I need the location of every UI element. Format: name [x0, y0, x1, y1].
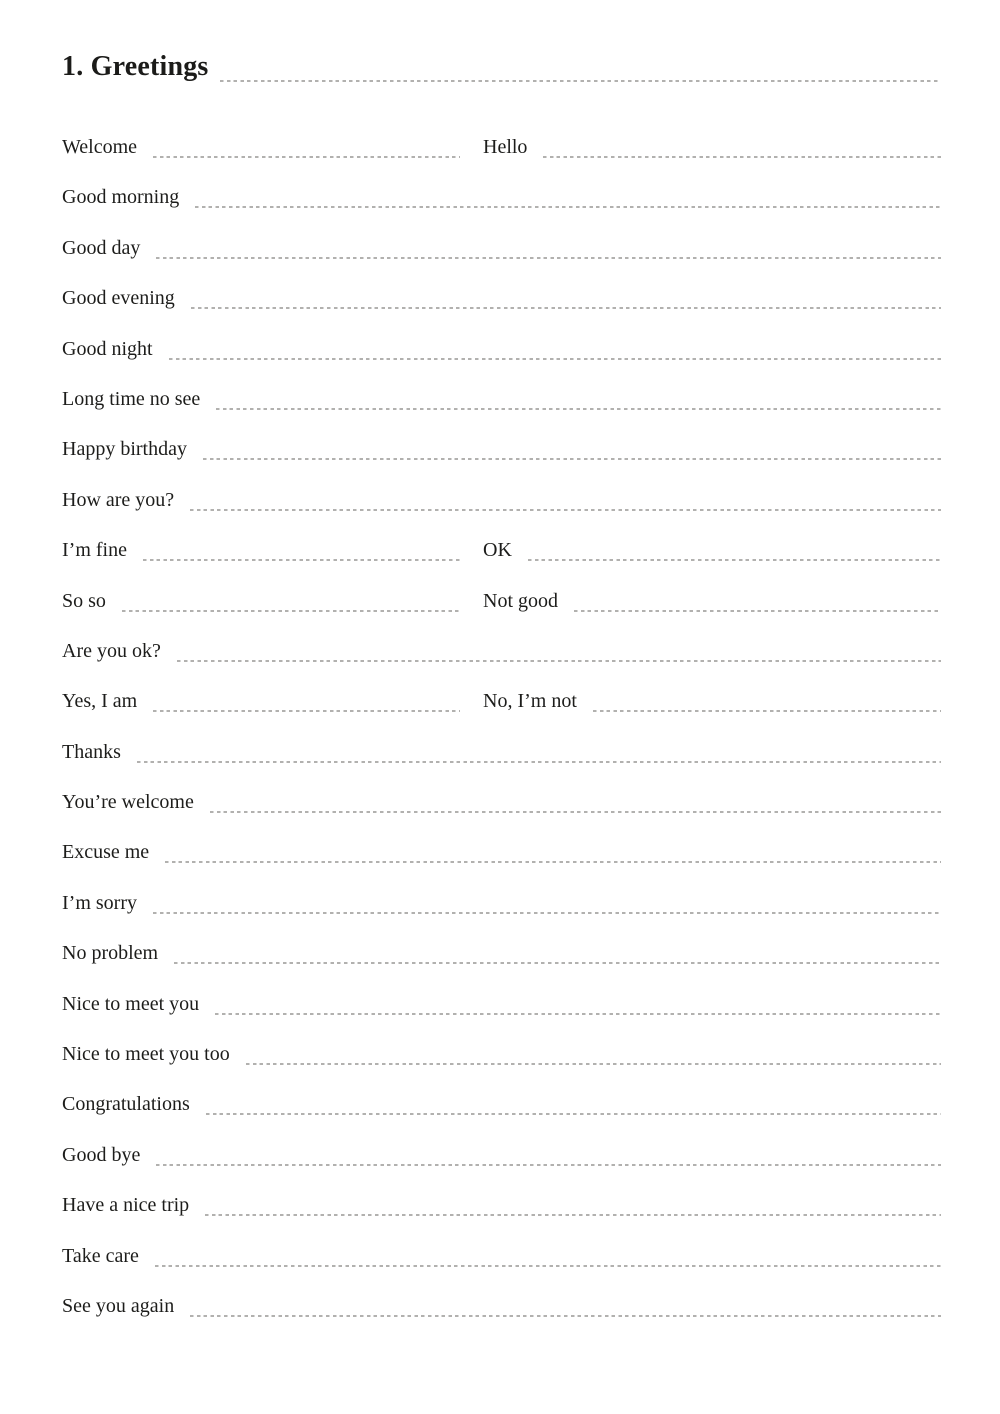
title-dotted-line	[220, 80, 941, 82]
write-in-blank-line	[137, 761, 941, 763]
write-in-blank-line	[165, 861, 941, 863]
phrase-row	[62, 1092, 941, 1142]
phrase-row	[62, 891, 941, 941]
phrase-label: Have a nice trip	[62, 1194, 190, 1217]
write-in-blank-line	[206, 1113, 941, 1115]
phrase-label: Excuse me	[62, 841, 150, 864]
phrase-label: See you again	[62, 1294, 175, 1317]
write-in-blank-line	[169, 358, 941, 360]
phrase-row	[62, 1193, 941, 1243]
phrase-label: Good morning	[62, 186, 180, 209]
phrase-cell	[62, 1042, 941, 1092]
write-in-blank-line	[215, 1013, 941, 1015]
phrase-row	[62, 790, 941, 840]
phrase-row	[62, 135, 941, 185]
phrase-cell-left	[62, 689, 460, 739]
phrase-row	[62, 387, 941, 437]
phrase-label: OK	[483, 539, 512, 562]
phrase-cell	[62, 639, 941, 689]
phrase-label: Nice to meet you	[62, 992, 200, 1015]
phrase-cell	[62, 992, 941, 1042]
phrase-cell-left	[62, 589, 460, 639]
phrase-label: No, I’m not	[483, 690, 577, 713]
write-in-blank-line	[122, 610, 460, 612]
phrase-cell	[62, 488, 941, 538]
write-in-blank-line	[593, 710, 941, 712]
phrase-row	[62, 941, 941, 991]
phrase-row	[62, 589, 941, 639]
phrase-row	[62, 185, 941, 235]
phrase-cell-right	[483, 689, 941, 739]
phrase-row	[62, 286, 941, 336]
phrase-row	[62, 488, 941, 538]
phrase-label: Nice to meet you too	[62, 1043, 230, 1066]
phrase-label: Hello	[483, 136, 528, 158]
write-in-blank-line	[153, 710, 460, 712]
phrase-label: So so	[62, 589, 106, 612]
phrase-label: Happy birthday	[62, 438, 187, 461]
write-in-blank-line	[156, 257, 941, 259]
phrase-label: No problem	[62, 942, 159, 965]
phrase-cell	[62, 1294, 941, 1344]
phrase-row	[62, 740, 941, 790]
phrase-cell-right	[483, 589, 941, 639]
write-in-blank-line	[528, 559, 941, 561]
write-in-blank-line	[205, 1214, 941, 1216]
phrase-cell	[62, 1143, 941, 1193]
section-title-row	[62, 50, 941, 84]
phrase-row	[62, 236, 941, 286]
phrase-cell	[62, 790, 941, 840]
phrase-row	[62, 840, 941, 890]
write-in-blank-line	[246, 1063, 941, 1065]
phrase-cell-left	[62, 538, 460, 588]
write-in-blank-line	[210, 811, 941, 813]
phrase-label: Good bye	[62, 1143, 141, 1166]
phrase-row	[62, 538, 941, 588]
write-in-blank-line	[143, 559, 460, 561]
phrase-cell-right	[483, 538, 941, 588]
phrase-label: I’m fine	[62, 539, 127, 562]
phrase-cell	[62, 286, 941, 336]
phrase-label: Take care	[62, 1244, 139, 1267]
phrase-cell	[62, 941, 941, 991]
phrase-row	[62, 437, 941, 487]
phrase-cell-right	[483, 135, 941, 185]
phrase-label: Not good	[483, 589, 558, 612]
phrase-cell	[62, 437, 941, 487]
write-in-blank-line	[153, 156, 460, 158]
phrase-label: Congratulations	[62, 1093, 190, 1116]
phrase-row	[62, 639, 941, 689]
phrase-cell	[62, 236, 941, 286]
phrase-cell	[62, 337, 941, 387]
phrase-label: You’re welcome	[62, 791, 194, 814]
phrase-label: Yes, I am	[62, 690, 138, 713]
phrase-row	[62, 1244, 941, 1294]
write-in-blank-line	[543, 156, 941, 158]
phrase-cell	[62, 387, 941, 437]
phrase-row	[62, 1143, 941, 1193]
phrase-label: Good night	[62, 337, 153, 360]
phrase-row	[62, 1294, 941, 1344]
phrase-label: Long time no see	[62, 387, 201, 410]
phrase-cell	[62, 840, 941, 890]
write-in-blank-line	[190, 509, 941, 511]
phrase-cell-left	[62, 135, 460, 185]
write-in-blank-line	[153, 912, 941, 914]
phrase-cell	[62, 1244, 941, 1294]
phrase-cell	[62, 891, 941, 941]
phrase-row	[62, 337, 941, 387]
phrase-cell	[62, 740, 941, 790]
write-in-blank-line	[191, 307, 941, 309]
phrase-cell	[62, 185, 941, 235]
phrase-label: I’m sorry	[62, 891, 137, 914]
write-in-blank-line	[156, 1164, 941, 1166]
phrase-row	[62, 1042, 941, 1092]
phrase-label: Thanks	[62, 740, 121, 763]
write-in-blank-line	[195, 206, 941, 208]
write-in-blank-line	[174, 962, 941, 964]
phrase-row	[62, 992, 941, 1042]
phrase-row	[62, 689, 941, 739]
phrase-label: How are you?	[62, 488, 175, 511]
phrase-label: Welcome	[62, 136, 138, 158]
page-title: 1. Greetings	[62, 51, 209, 82]
phrase-cell	[62, 1092, 941, 1142]
phrase-list	[62, 135, 941, 1344]
write-in-blank-line	[203, 458, 941, 460]
write-in-blank-line	[155, 1265, 941, 1267]
write-in-blank-line	[177, 660, 941, 662]
phrase-label: Good day	[62, 236, 141, 259]
phrase-cell	[62, 1193, 941, 1243]
phrase-label: Are you ok?	[62, 639, 161, 662]
write-in-blank-line	[574, 610, 941, 612]
phrase-label: Good evening	[62, 287, 175, 310]
write-in-blank-line	[190, 1315, 941, 1317]
write-in-blank-line	[216, 408, 941, 410]
